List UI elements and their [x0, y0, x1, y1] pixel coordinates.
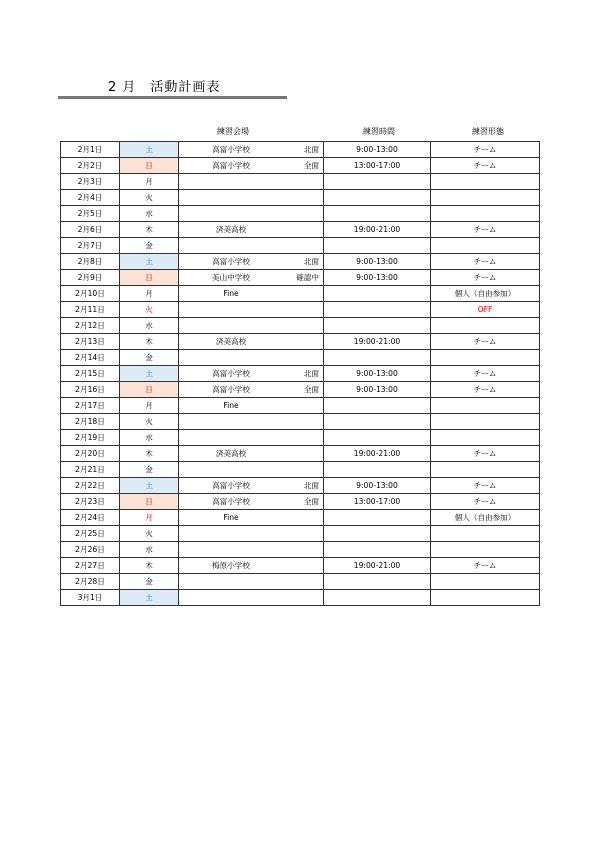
form-cell: チーム — [431, 558, 540, 574]
form-cell — [431, 398, 540, 414]
weekday-cell: 金 — [120, 350, 179, 366]
form-cell — [431, 190, 540, 206]
time-cell: 9:00-13:00 — [324, 142, 431, 158]
form-cell: チーム — [431, 158, 540, 174]
date-cell: 2月1日 — [61, 142, 120, 158]
date-cell: 2月9日 — [61, 270, 120, 286]
table-row — [61, 302, 540, 318]
form-cell — [431, 318, 540, 334]
time-cell — [324, 318, 431, 334]
date-cell: 2月18日 — [61, 414, 120, 430]
header-form: 練習形態 — [472, 127, 504, 136]
time-cell: 19:00-21:00 — [324, 222, 431, 238]
time-cell — [324, 190, 431, 206]
date-cell: 2月24日 — [61, 510, 120, 526]
form-cell: 個人（自由参加） — [431, 510, 540, 526]
weekday-cell: 木 — [120, 334, 179, 350]
form-cell: チーム — [431, 222, 540, 238]
date-cell: 2月10日 — [61, 286, 120, 302]
venue-cell — [179, 206, 324, 222]
venue-name: 済美高校 — [215, 225, 247, 234]
venue-cell — [179, 158, 324, 174]
weekday-cell: 日 — [120, 494, 179, 510]
weekday-cell: 金 — [120, 574, 179, 590]
time-cell — [324, 350, 431, 366]
form-cell — [431, 590, 540, 606]
weekday-cell: 火 — [120, 302, 179, 318]
table-row — [61, 222, 540, 238]
venue-note: 全面 — [303, 497, 319, 506]
table-row — [61, 318, 540, 334]
date-cell: 2月3日 — [61, 174, 120, 190]
venue-note: 全面 — [303, 385, 319, 394]
weekday-cell: 月 — [120, 510, 179, 526]
table-row — [61, 398, 540, 414]
venue-note: 北面 — [303, 145, 319, 154]
form-cell: チーム — [431, 446, 540, 462]
table-row — [61, 382, 540, 398]
venue-name: 高富小学校 — [212, 385, 250, 394]
table-row — [61, 366, 540, 382]
venue-cell — [179, 190, 324, 206]
date-cell: 2月27日 — [61, 558, 120, 574]
header-venue: 練習会場 — [217, 127, 249, 136]
time-cell: 13:00-17:00 — [324, 494, 431, 510]
venue-cell — [179, 382, 324, 398]
form-cell — [431, 174, 540, 190]
form-cell: チーム — [431, 478, 540, 494]
time-cell — [324, 414, 431, 430]
table-row — [61, 478, 540, 494]
table-row — [61, 462, 540, 478]
table-row — [61, 574, 540, 590]
venue-cell — [179, 590, 324, 606]
form-cell: 個人（自由参加） — [431, 286, 540, 302]
weekday-cell: 金 — [120, 462, 179, 478]
table-row — [61, 446, 540, 462]
venue-name: 済美高校 — [215, 337, 247, 346]
date-cell: 2月8日 — [61, 254, 120, 270]
time-cell — [324, 526, 431, 542]
time-cell — [324, 590, 431, 606]
time-cell — [324, 542, 431, 558]
venue-note: 北面 — [303, 481, 319, 490]
date-cell: 2月5日 — [61, 206, 120, 222]
time-cell: 13:00-17:00 — [324, 158, 431, 174]
weekday-cell: 水 — [120, 318, 179, 334]
time-cell — [324, 206, 431, 222]
date-cell: 2月16日 — [61, 382, 120, 398]
time-cell — [324, 574, 431, 590]
form-cell: チーム — [431, 366, 540, 382]
time-cell: 9:00-13:00 — [324, 366, 431, 382]
venue-cell — [179, 430, 324, 446]
time-cell — [324, 238, 431, 254]
venue-name: Fine — [223, 513, 239, 522]
title-underline — [58, 96, 287, 99]
venue-cell — [179, 478, 324, 494]
weekday-cell: 土 — [120, 142, 179, 158]
venue-name: 済美高校 — [215, 449, 247, 458]
venue-name: 美山中学校 — [212, 273, 250, 282]
weekday-cell: 水 — [120, 430, 179, 446]
venue-cell — [179, 286, 324, 302]
table-row — [61, 526, 540, 542]
weekday-cell: 土 — [120, 254, 179, 270]
venue-cell — [179, 462, 324, 478]
weekday-cell: 日 — [120, 270, 179, 286]
time-cell — [324, 430, 431, 446]
form-cell — [431, 574, 540, 590]
table-row — [61, 558, 540, 574]
venue-cell — [179, 270, 324, 286]
weekday-cell: 土 — [120, 366, 179, 382]
schedule-body — [61, 142, 540, 606]
form-cell — [431, 238, 540, 254]
time-cell: 9:00-13:00 — [324, 382, 431, 398]
weekday-cell: 水 — [120, 206, 179, 222]
table-row — [61, 286, 540, 302]
date-cell: 2月4日 — [61, 190, 120, 206]
form-cell — [431, 414, 540, 430]
venue-cell — [179, 510, 324, 526]
venue-cell — [179, 222, 324, 238]
venue-cell — [179, 494, 324, 510]
table-row — [61, 494, 540, 510]
venue-cell — [179, 302, 324, 318]
venue-cell — [179, 254, 324, 270]
table-row — [61, 174, 540, 190]
weekday-cell: 土 — [120, 590, 179, 606]
table-row — [61, 414, 540, 430]
time-cell — [324, 398, 431, 414]
venue-name: Fine — [223, 289, 239, 298]
table-row — [61, 142, 540, 158]
time-cell: 9:00-13:00 — [324, 270, 431, 286]
venue-cell — [179, 446, 324, 462]
form-cell: チーム — [431, 382, 540, 398]
venue-name: 梅原小学校 — [212, 561, 250, 570]
weekday-cell: 日 — [120, 382, 179, 398]
form-cell: チーム — [431, 254, 540, 270]
date-cell: 2月12日 — [61, 318, 120, 334]
venue-cell — [179, 318, 324, 334]
table-row — [61, 254, 540, 270]
date-cell: 2月13日 — [61, 334, 120, 350]
table-row — [61, 542, 540, 558]
form-cell — [431, 542, 540, 558]
venue-cell — [179, 142, 324, 158]
weekday-cell: 火 — [120, 414, 179, 430]
time-cell: 19:00-21:00 — [324, 446, 431, 462]
date-cell: 2月6日 — [61, 222, 120, 238]
venue-cell — [179, 542, 324, 558]
table-row — [61, 510, 540, 526]
form-cell — [431, 526, 540, 542]
weekday-cell: 火 — [120, 526, 179, 542]
table-row — [61, 350, 540, 366]
venue-note: 北面 — [303, 369, 319, 378]
form-cell: チーム — [431, 270, 540, 286]
date-cell: 2月7日 — [61, 238, 120, 254]
venue-name: Fine — [223, 401, 239, 410]
date-cell: 2月17日 — [61, 398, 120, 414]
time-cell: 19:00-21:00 — [324, 334, 431, 350]
venue-name: 高富小学校 — [212, 369, 250, 378]
date-cell: 2月26日 — [61, 542, 120, 558]
time-cell — [324, 286, 431, 302]
venue-name: 高富小学校 — [212, 161, 250, 170]
time-cell: 19:00-21:00 — [324, 558, 431, 574]
time-cell — [324, 302, 431, 318]
form-cell: チーム — [431, 494, 540, 510]
form-cell — [431, 206, 540, 222]
venue-note: 北面 — [303, 257, 319, 266]
table-row — [61, 334, 540, 350]
weekday-cell: 月 — [120, 286, 179, 302]
venue-note: 確認中 — [296, 273, 319, 282]
header-time: 練習時間 — [363, 127, 395, 136]
schedule-table — [60, 141, 540, 606]
venue-name: 高富小学校 — [212, 145, 250, 154]
date-cell: 2月22日 — [61, 478, 120, 494]
date-cell: 2月19日 — [61, 430, 120, 446]
form-cell — [431, 350, 540, 366]
form-cell: OFF — [431, 302, 540, 318]
title-text: 活動計画表 — [150, 80, 221, 95]
date-cell: 2月11日 — [61, 302, 120, 318]
weekday-cell: 木 — [120, 558, 179, 574]
date-cell: 2月25日 — [61, 526, 120, 542]
table-row — [61, 590, 540, 606]
time-cell — [324, 462, 431, 478]
venue-cell — [179, 398, 324, 414]
weekday-cell: 金 — [120, 238, 179, 254]
weekday-cell: 木 — [120, 446, 179, 462]
venue-cell — [179, 558, 324, 574]
venue-cell — [179, 238, 324, 254]
table-row — [61, 270, 540, 286]
weekday-cell: 水 — [120, 542, 179, 558]
weekday-cell: 木 — [120, 222, 179, 238]
table-row — [61, 206, 540, 222]
venue-name: 高富小学校 — [212, 257, 250, 266]
weekday-cell: 月 — [120, 174, 179, 190]
date-cell: 2月14日 — [61, 350, 120, 366]
venue-cell — [179, 574, 324, 590]
weekday-cell: 日 — [120, 158, 179, 174]
venue-name: 高富小学校 — [212, 497, 250, 506]
time-cell — [324, 510, 431, 526]
table-row — [61, 430, 540, 446]
weekday-cell: 土 — [120, 478, 179, 494]
time-cell — [324, 174, 431, 190]
venue-cell — [179, 526, 324, 542]
venue-cell — [179, 366, 324, 382]
venue-note: 全面 — [303, 161, 319, 170]
date-cell: 2月23日 — [61, 494, 120, 510]
venue-cell — [179, 350, 324, 366]
date-cell: 3月1日 — [61, 590, 120, 606]
table-row — [61, 190, 540, 206]
table-row — [61, 238, 540, 254]
time-cell: 9:00-13:00 — [324, 478, 431, 494]
form-cell: チーム — [431, 142, 540, 158]
date-cell: 2月28日 — [61, 574, 120, 590]
date-cell: 2月2日 — [61, 158, 120, 174]
form-cell — [431, 462, 540, 478]
date-cell: 2月20日 — [61, 446, 120, 462]
form-cell: チーム — [431, 334, 540, 350]
page-title — [108, 76, 220, 95]
venue-cell — [179, 174, 324, 190]
date-cell: 2月21日 — [61, 462, 120, 478]
venue-cell — [179, 334, 324, 350]
title-month: 2 月 — [108, 80, 137, 95]
weekday-cell: 月 — [120, 398, 179, 414]
venue-cell — [179, 414, 324, 430]
date-cell: 2月15日 — [61, 366, 120, 382]
table-row — [61, 158, 540, 174]
weekday-cell: 火 — [120, 190, 179, 206]
form-cell — [431, 430, 540, 446]
venue-name: 高富小学校 — [212, 481, 250, 490]
time-cell: 9:00-13:00 — [324, 254, 431, 270]
